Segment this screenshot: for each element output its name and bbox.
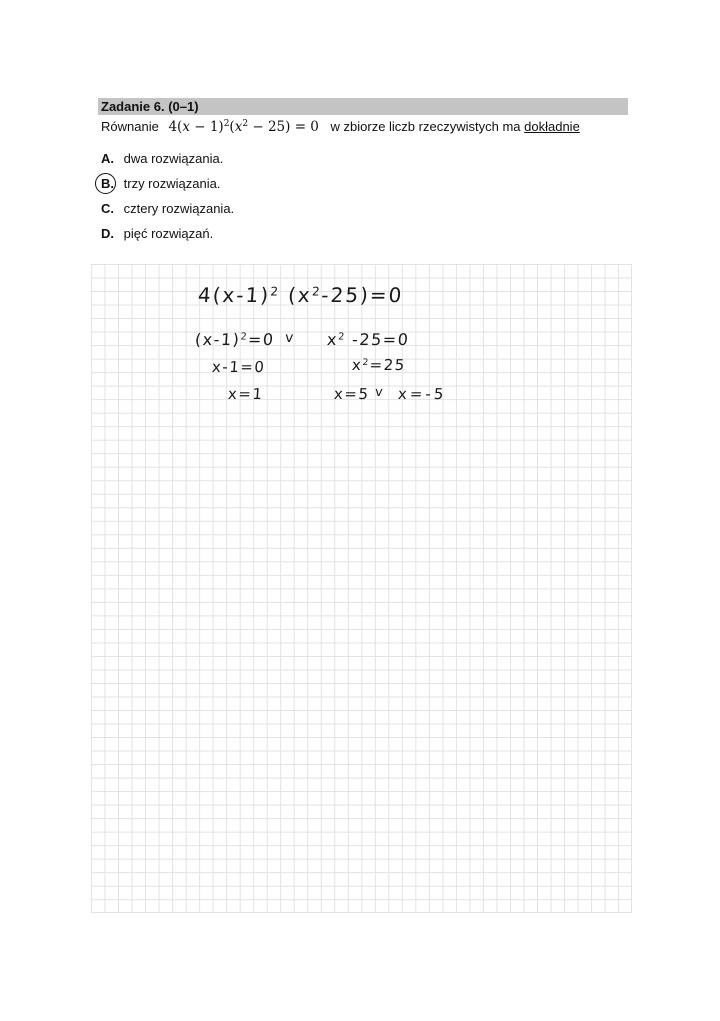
hw-sup: 2	[362, 358, 371, 369]
hw-part: (x-1)	[194, 330, 242, 349]
hw-part: -25)=0	[320, 283, 405, 307]
hw-sup: 2	[311, 284, 323, 299]
eq-exp1: 2	[223, 119, 230, 129]
answer-option-a[interactable]	[101, 151, 223, 167]
answer-text: pięć rozwiązań.	[123, 226, 214, 241]
question-prefix: Równanie	[101, 119, 159, 134]
eq-minus1: − 1)	[189, 119, 224, 135]
answer-text: trzy rozwiązania.	[123, 176, 221, 191]
hw-sup: 2	[269, 284, 281, 299]
handwritten-right-step-2	[351, 356, 406, 374]
handwritten-or-symbol: v	[374, 385, 385, 400]
answer-letter: C.	[101, 201, 114, 216]
answer-option-d[interactable]	[101, 226, 213, 242]
handwritten-right-step-1	[326, 330, 410, 349]
equation	[168, 119, 318, 135]
task-title: Zadanie 6. (0–1)	[101, 99, 199, 114]
handwritten-or-symbol: v	[284, 330, 296, 346]
hw-part: x	[351, 356, 364, 374]
answer-text: cztery rozwiązania.	[123, 201, 235, 216]
hw-sup: 2	[240, 331, 249, 343]
hw-part: x	[326, 330, 339, 349]
eq-rest: − 25) = 0	[248, 119, 319, 135]
handwritten-left-step-1	[194, 330, 275, 349]
answer-letter: A.	[101, 151, 114, 166]
handwritten-left-solution: x=1	[227, 385, 265, 403]
hw-part: =0	[247, 330, 276, 349]
question-middle: w zbiorze liczb rzeczywistych ma	[330, 119, 521, 134]
handwritten-left-step-2: x-1=0	[211, 358, 267, 376]
handwritten-right-solution-2: x=-5	[397, 385, 448, 403]
answer-option-c[interactable]	[101, 201, 234, 217]
hw-part: =25	[368, 356, 407, 374]
hw-part: 4(x-1)	[197, 283, 271, 307]
answer-text: dwa rozwiązania.	[123, 151, 224, 166]
hw-sup: 2	[337, 331, 347, 343]
eq-coef: 4(	[168, 119, 183, 135]
handwritten-right-solution-1: x=5	[333, 385, 371, 403]
answer-letter-circled: B.	[101, 176, 120, 192]
handwritten-equation	[197, 283, 404, 307]
answer-option-b-selected[interactable]	[101, 176, 220, 192]
eq-exp2: 2	[242, 119, 249, 129]
question-text	[101, 118, 580, 136]
eq-open2: (	[229, 119, 235, 135]
question-emphasis: dokładnie	[524, 119, 580, 134]
eq-var1: x	[182, 119, 190, 135]
answer-letter: D.	[101, 226, 114, 241]
hw-part: -25=0	[344, 330, 411, 349]
hw-part: (x	[278, 283, 313, 307]
eq-var2: x	[234, 119, 243, 135]
